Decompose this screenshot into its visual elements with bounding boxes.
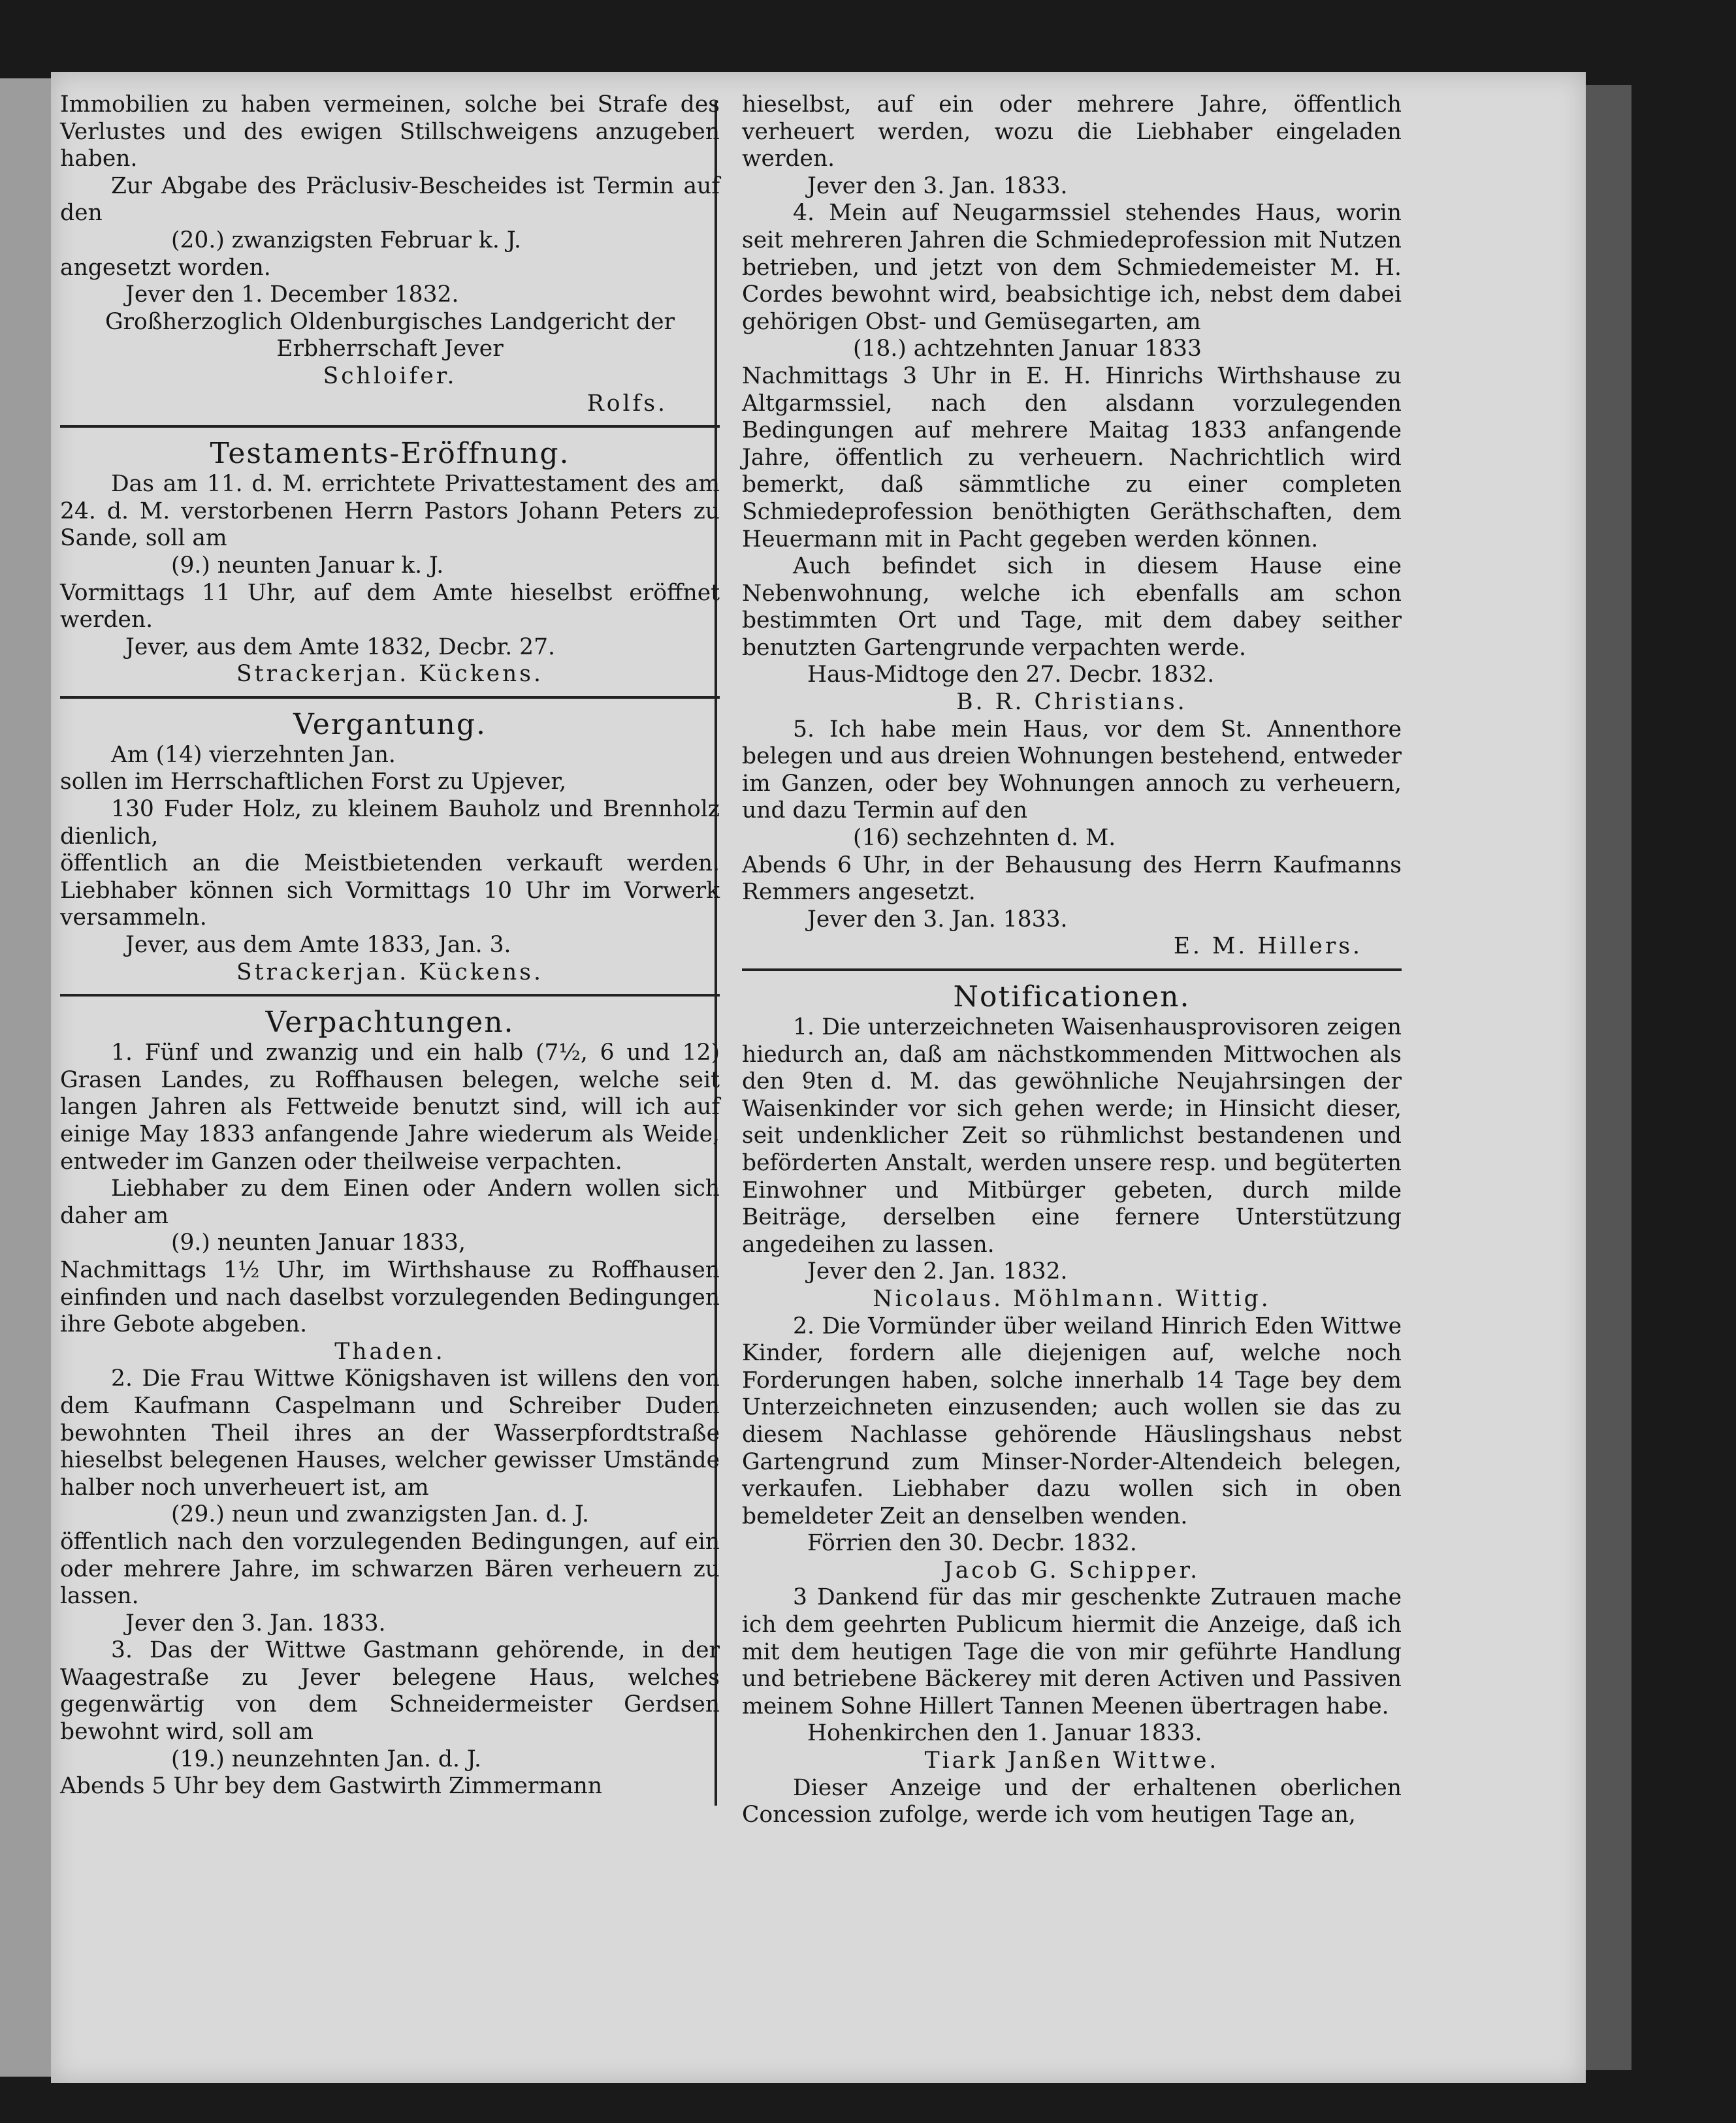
intro-date: (20.) zwanzigsten Februar k. J.: [171, 227, 521, 253]
verpachtungen-paragraph-5: öffentlich nach den vorzulegenden Bedingungen, auf ein oder mehrere Jahre, im schwarzen Bären verheuern zu lassen.: [60, 1528, 720, 1610]
intro-signature-1: Schloifer.: [323, 362, 457, 389]
intro-court: Großherzoglich Oldenburgisches Landgericht der Erbherrschaft Jever: [104, 308, 675, 362]
adjacent-page-edge: [0, 78, 51, 2077]
verpachtungen-date-1: (9.) neunten Januar 1833,: [171, 1230, 466, 1256]
verpachtungen-date-2: (29.) neun und zwanzigsten Jan. d. J.: [171, 1501, 589, 1528]
cont-paragraph-2: 4. Mein auf Neugarmssiel stehendes Haus, worin seit mehreren Jahren die Schmiedeprofession mit Nutzen betrieben, und jetzt von dem Schmiedemeister M. H. Cordes bewohnt wird, beabsichtige ich, nebst dem dabei gehörigen Obst- und Gemüsegarten, am: [742, 200, 1402, 335]
testament-date: (9.) neunten Januar k. J.: [171, 552, 444, 579]
intro-place-date: Jever den 1. December 1832.: [125, 281, 459, 308]
testament-heading: Testaments-Eröffnung.: [210, 437, 570, 471]
verpachtungen-paragraph-6: 3. Das der Wittwe Gastmann gehörende, in der Waagestraße zu Jever belegene Haus, welches gegenwärtig von dem Schneidermeister Gerdsen bewohnt wird, soll am: [60, 1637, 720, 1746]
testament-paragraph: Das am 11. d. M. errichtete Privattestament des am 24. d. M. verstorbenen Herrn Pastors Johann Peters zu Sande, soll am: [60, 471, 720, 552]
vergantung-heading: Vergantung.: [293, 707, 487, 741]
verpachtungen-paragraph-7: Abends 5 Uhr bey dem Gastwirth Zimmermann: [60, 1773, 603, 1800]
intro-set: angesetzt worden.: [60, 254, 271, 281]
section-rule: [60, 696, 720, 699]
testament-paragraph-2: Vormittags 11 Uhr, auf dem Amte hieselbst eröffnet werden.: [60, 579, 720, 633]
cont-place-date-2: Haus-Midtoge den 27. Decbr. 1832.: [807, 662, 1215, 688]
verpachtungen-paragraph-2: Liebhaber zu dem Einen oder Andern wollen sich daher am: [60, 1175, 720, 1229]
notificationen-paragraph-3: 3 Dankend für das mir geschenkte Zutrauen mache ich dem geehrten Publicum hiermit die Anzeige, daß ich mit dem heutigen Tage die von mir geführte Handlung und betriebene Bäckerey mit deren Activen und Passiven meinem Sohne Hillert Tannen Meenen übertragen habe.: [742, 1584, 1402, 1719]
notificationen-paragraph-4: Dieser Anzeige und der erhaltenen oberlichen Concession zufolge, werde ich vom heutigen Tage an,: [742, 1774, 1402, 1828]
intro-term-paragraph: Zur Abgabe des Präclusiv-Bescheides ist Termin auf den: [60, 172, 720, 227]
intro-signature-2: Rolfs.: [587, 390, 667, 417]
verpachtungen-paragraph-4: 2. Die Frau Wittwe Königshaven ist willens den von dem Kaufmann Caspelmann und Schreiber Duden bewohnten Theil ihres an der Wasserpfordtstraße hieselbst belegenen Hauses, welcher gewisser Umstände halber noch unverheuert ist, am: [60, 1365, 720, 1501]
notificationen-place-date-2: Förrien den 30. Decbr. 1832.: [807, 1530, 1137, 1557]
testament-signature: Strackerjan. Kückens.: [236, 661, 543, 688]
cont-paragraph-4: Auch befindet sich in diesem Hause eine Nebenwohnung, welche ich ebenfalls am schon bestimmten Ort und Tage, mit dem dabey seither benutzten Gartengrunde verpachten werde.: [742, 553, 1402, 661]
notificationen-signature-1: Nicolaus. Möhlmann. Wittig.: [873, 1285, 1271, 1312]
cont-paragraph-3: Nachmittags 3 Uhr in E. H. Hinrichs Wirthshause zu Altgarmssiel, nach den alsdann vorzulegenden Bedingungen auf mehrere Maitag 1833 anfangende Jahre, öffentlich zu verheuern. Nachrichtlich wird bemerkt, daß sämmtliche zu einer completen Schmiedeprofession benöthigten Geräthschaften, dem Heuermann mit in Pacht gegeben werden können.: [742, 362, 1402, 552]
notificationen-paragraph-1: 1. Die unterzeichneten Waisenhausprovisoren zeigen hiedurch an, daß am nächstkommenden Mittwochen als den 9ten d. M. das gewöhnliche Neujahrsingen der Waisenkinder vor sich gehen werde; in Hinsicht dieser, seit undenklicher Zeit so rühmlichst bestandenen und beförderten Anstalt, werden unsere resp. und begüterten Einwohner und Mitbürger gebeten, durch milde Beiträge, derselben eine fernere Unterstützung angedeihen zu lassen.: [742, 1014, 1402, 1258]
cont-signature-2: E. M. Hillers.: [1173, 933, 1362, 960]
cont-date-2: (16) sechzehnten d. M.: [853, 825, 1116, 852]
cont-signature-1: B. R. Christians.: [956, 689, 1187, 716]
verpachtungen-signature-1: Thaden.: [334, 1338, 445, 1365]
vergantung-place-date: Jever, aus dem Amte 1833, Jan. 3.: [125, 932, 511, 959]
notificationen-signature-2: Jacob G. Schipper.: [943, 1557, 1200, 1584]
verpachtungen-heading: Verpachtungen.: [265, 1006, 515, 1040]
notificationen-paragraph-2: 2. Die Vormünder über weiland Hinrich Eden Wittwe Kinder, fordern alle diejenigen auf, welche noch Forderungen haben, solche innerhalb 14 Tage bey dem Unterzeichneten einzusenden; auch wollen sie das zu diesem Nachlasse gehörende Häuslingshaus nebst Gartengrund zum Minser-Norder-Altendeich belegen, verkaufen. Liebhaber dazu wollen sich in oben bemeldeter Zeit an denselben wenden.: [742, 1313, 1402, 1529]
vergantung-line-2: sollen im Herrschaftlichen Forst zu Upjever,: [60, 769, 567, 795]
intro-paragraph: Immobilien zu haben vermeinen, solche bei Strafe des Verlustes und des ewigen Stillschweigens anzugeben haben.: [60, 91, 720, 172]
testament-place-date: Jever, aus dem Amte 1832, Decbr. 27.: [125, 633, 556, 660]
verpachtungen-paragraph-1: 1. Fünf und zwanzig und ein halb (7½, 6 und 12) Grasen Landes, zu Roffhausen belegen, welche seit langen Jahren als Fettweide benutzt sind, will ich auf einige May 1833 anfangende Jahre wiederum als Weide, entweder im Ganzen oder theilweise verpachten.: [60, 1040, 720, 1175]
notificationen-signature-3: Tiark Janßen Wittwe.: [924, 1748, 1219, 1774]
vergantung-line-3: 130 Fuder Holz, zu kleinem Bauholz und Brennholz dienlich,: [60, 796, 720, 850]
cont-paragraph-6: Abends 6 Uhr, in der Behausung des Herrn Kaufmanns Remmers angesetzt.: [742, 852, 1402, 906]
cont-paragraph-5: 5. Ich habe mein Haus, vor dem St. Annenthore belegen und aus dreien Wohnungen bestehend, entweder im Ganzen, oder bey Wohnungen annoch zu verheuern, und dazu Termin auf den: [742, 716, 1402, 824]
cont-date-1: (18.) achtzehnten Januar 1833: [853, 336, 1202, 362]
section-rule: [60, 425, 720, 428]
notificationen-place-date-1: Jever den 2. Jan. 1832.: [807, 1258, 1068, 1285]
cont-place-date: Jever den 3. Jan. 1833.: [807, 172, 1068, 199]
left-column: [60, 91, 720, 1800]
vergantung-line-1: Am (14) vierzehnten Jan.: [111, 741, 396, 768]
notificationen-heading: Notificationen.: [953, 980, 1191, 1014]
verpachtungen-place-date: Jever den 3. Jan. 1833.: [125, 1610, 386, 1636]
cont-paragraph-1: hieselbst, auf ein oder mehrere Jahre, öffentlich verheuert werden, wozu die Liebhaber eingeladen werden.: [742, 91, 1402, 172]
vergantung-line-4: öffentlich an die Meistbietenden verkauft werden. Liebhaber können sich Vormittags 10 Uhr im Vorwerk versammeln.: [60, 850, 720, 931]
section-rule: [742, 968, 1402, 971]
cont-place-date-3: Jever den 3. Jan. 1833.: [807, 906, 1068, 933]
verpachtungen-paragraph-3: Nachmittags 1½ Uhr, im Wirthshause zu Roffhausen einfinden und nach daselbst vorzulegenden Bedingungen ihre Gebote abgeben.: [60, 1256, 720, 1338]
verpachtungen-date-3: (19.) neunzehnten Jan. d. J.: [171, 1746, 482, 1772]
vergantung-signature: Strackerjan. Kückens.: [236, 959, 543, 985]
book-edge: [1586, 85, 1632, 2070]
section-rule: [60, 994, 720, 997]
right-column: [742, 91, 1402, 1829]
notificationen-place-date-3: Hohenkirchen den 1. Januar 1833.: [807, 1720, 1202, 1747]
